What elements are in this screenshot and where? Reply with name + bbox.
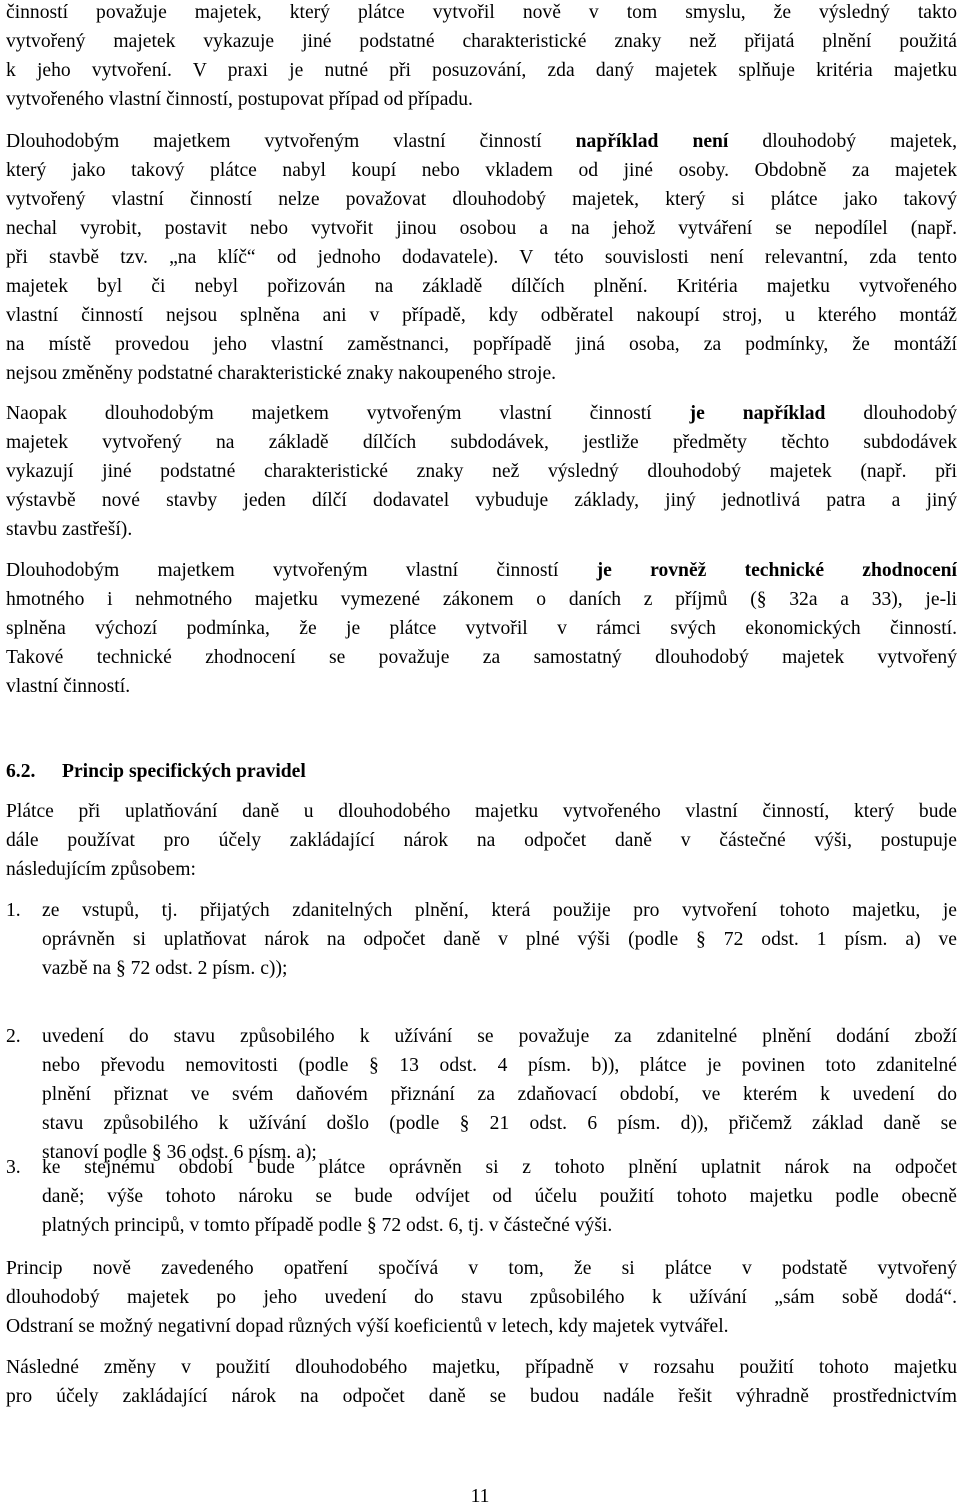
text-line: k jeho vytvoření. V praxi je nutné při posuzování, zda daný majetek splňuje kritéria majetku — [6, 60, 957, 81]
list-marker: 1. — [6, 900, 21, 921]
text-line: výstavbě nové stavby jeden dílčí dodavatel vybuduje základy, jiný jednotlivá patra a jiný — [6, 490, 957, 511]
text-line: stanoví podle § 36 odst. 6 písm. a); — [42, 1142, 317, 1163]
text-line: vazbě na § 72 odst. 2 písm. c)); — [42, 958, 288, 979]
paragraph-created-assets-example — [6, 399, 957, 544]
text-line: vytvořený vlastní činností nelze považovat dlouhodobý majetek, který si plátce jako takový — [6, 189, 957, 210]
text-line: Plátce při uplatňování daně u dlouhodobého majetku vytvořeného vlastní činností, který bude — [6, 801, 957, 822]
text-line: majetek vytvořený na základě dílčích subdodávek, jestliže předměty těchto subdodávek — [6, 432, 957, 453]
paragraph-technical-improvement — [6, 556, 957, 701]
text-line: oprávněn si uplatňovat nárok na odpočet daně v plné výši (podle § 72 odst. 1 písm. a) ve — [42, 929, 957, 950]
text-run: Dlouhodobým majetkem vytvořeným vlastní činností — [6, 560, 597, 581]
text-line: hmotného i nehmotného majetku vymezené zákonem o daních z příjmů (§ 32a a 33), je-li — [6, 589, 957, 610]
text-line: uvedení do stavu způsobilého k užívání se považuje za zdanitelné plnění dodání zboží — [42, 1026, 957, 1047]
text-line: vlastní činností nejsou splněna ani v případě, kdy odběratel nakoupí stroj, u kterého montáž — [6, 305, 957, 326]
paragraph-subsequent-changes — [6, 1353, 957, 1411]
section-number: 6.2. — [6, 761, 36, 782]
text-line: majetek byl či nebyl pořizován na základě dílčích plnění. Kritéria majetku vytvořeného — [6, 276, 957, 297]
text-line: při stavbě tzv. „na klíč“ od jednoho dodavatele). V této souvislosti není relevantní, zda tento — [6, 247, 957, 268]
text-line — [6, 127, 957, 156]
text-line: splněna výchozí podmínka, že je plátce vytvořil v rámci svých ekonomických činností. — [6, 618, 957, 639]
text-line: Odstraní se možný negativní dopad různých výší koeficientů v letech, kdy majetek vytvářel. — [6, 1316, 729, 1337]
text-line: vykazují jiné podstatné charakteristické znaky než výsledný dlouhodobý majetek (např. při — [6, 461, 957, 482]
text-line: na místě provedou jeho vlastní zaměstnanci, popřípadě jiná osoba, za podmínky, že montáží — [6, 334, 957, 355]
text-line: Následné změny v použití dlouhodobého majetku, případně v rozsahu použití tohoto majetku — [6, 1357, 957, 1378]
text-line: pro účely zakládající nárok na odpočet daně se budou nadále řešit výhradně prostřednictvím — [6, 1386, 957, 1407]
list-item-body — [42, 1022, 957, 1167]
text-run: dlouhodobý — [825, 403, 957, 424]
text-line: stavu způsobilého k užívání došlo (podle § 21 odst. 6 písm. d)), přičemž základ daně se — [42, 1113, 957, 1134]
text-line: nebo převodu nemovitosti (podle § 13 odst. 4 písm. b)), plátce je povinen toto zdanitelné — [42, 1055, 957, 1076]
text-run: dlouhodobý majetek, — [728, 131, 957, 152]
text-line: plnění přiznat ve svém daňovém přiznání za zdaňovací období, ve kterém k uvedení do — [42, 1084, 957, 1105]
text-line: vlastní činností. — [6, 676, 131, 697]
text-line: ke stejnému období bude plátce oprávněn si z tohoto plnění uplatnit nárok na odpočet — [42, 1157, 957, 1178]
paragraph-not-created-assets — [6, 127, 957, 388]
text-line: dále používat pro účely zakládající nárok na odpočet daně v částečné výši, postupuje — [6, 830, 957, 851]
emphasis-text: například není — [575, 131, 729, 152]
text-run: Naopak dlouhodobým majetkem vytvořeným vlastní činností — [6, 403, 690, 424]
text-line: vytvořeného vlastní činností, postupovat případ od případu. — [6, 89, 473, 110]
text-line: činností považuje majetek, který plátce vytvořil nově v tom smyslu, že výsledný takto — [6, 2, 957, 23]
section-heading — [6, 757, 306, 786]
paragraph-procedure-intro — [6, 797, 957, 884]
text-line: nechal vyrobit, postavit nebo vytvořit jinou osobou a na jehož vytváření se nepodílel (např. — [6, 218, 957, 239]
text-line — [6, 556, 957, 585]
text-line: vytvořený majetek vykazuje jiné podstatné charakteristické znaky než přijatá plnění použitá — [6, 31, 957, 52]
list-item-body — [42, 1153, 957, 1240]
text-line: stavbu zastřeší). — [6, 519, 133, 540]
text-run: Dlouhodobým majetkem vytvořeným vlastní činností — [6, 131, 576, 152]
paragraph-principle — [6, 1254, 957, 1341]
emphasis-text: je například — [689, 403, 826, 424]
text-line: platných principů, v tomto případě podle § 72 odst. 6, tj. v částečné výši. — [42, 1215, 613, 1236]
text-line: dlouhodobý majetek po jeho uvedení do stavu způsobilého k užívání „sám sobě dodá“. — [6, 1287, 957, 1308]
list-marker: 3. — [6, 1157, 21, 1178]
text-line: který jako takový plátce nabyl koupí nebo vkladem od jiné osoby. Obdobně za majetek — [6, 160, 957, 181]
text-line: následujícím způsobem: — [6, 859, 196, 880]
text-line — [6, 399, 957, 428]
section-title: Princip specifických pravidel — [62, 761, 306, 782]
intro-paragraph — [6, 0, 957, 114]
emphasis-text: je rovněž technické zhodnocení — [596, 560, 957, 581]
text-line: nejsou změněny podstatné charakteristické znaky nakoupeného stroje. — [6, 363, 557, 384]
text-line: Princip nově zavedeného opatření spočívá v tom, že si plátce v podstatě vytvořený — [6, 1258, 957, 1279]
list-item-body — [42, 896, 957, 983]
list-marker: 2. — [6, 1026, 21, 1047]
page-number: 11 — [470, 1486, 490, 1507]
text-line: Takové technické zhodnocení se považuje za samostatný dlouhodobý majetek vytvořený — [6, 647, 957, 668]
text-line: ze vstupů, tj. přijatých zdanitelných plnění, která použije pro vytvoření tohoto majetku, je — [42, 900, 957, 921]
text-line: daně; výše tohoto nároku se bude odvíjet od účelu použití tohoto majetku podle obecně — [42, 1186, 957, 1207]
